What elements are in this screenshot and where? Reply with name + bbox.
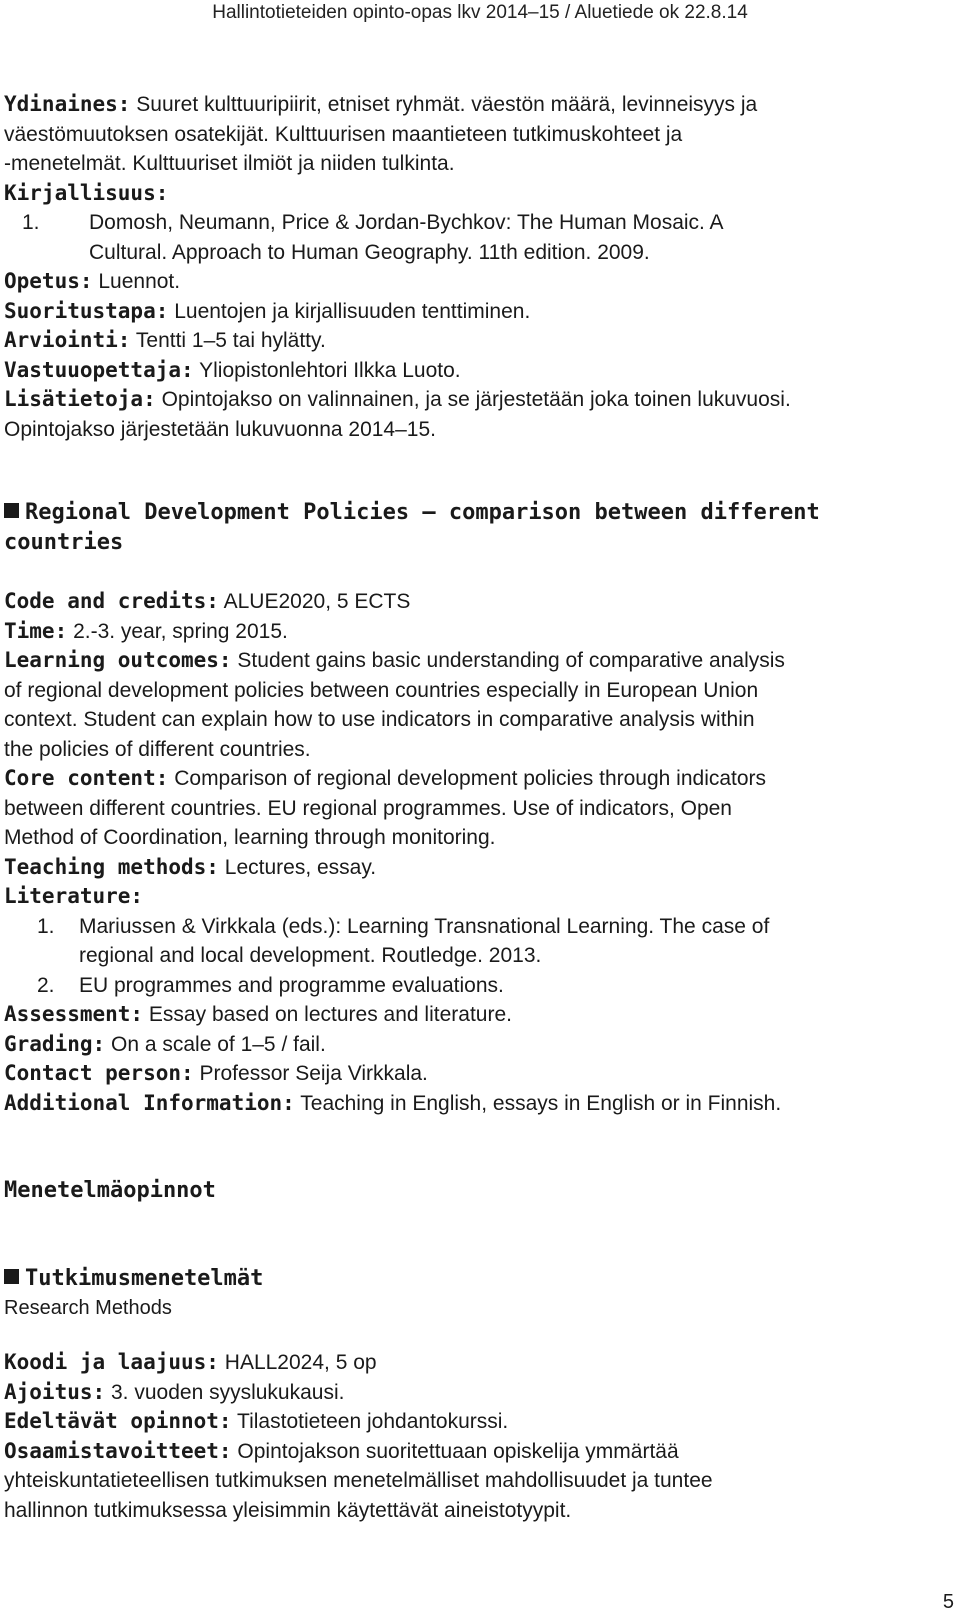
outcomes-label: Learning outcomes: <box>4 648 232 672</box>
course-subtitle: Research Methods <box>4 1297 172 1319</box>
grading-label: Grading: <box>4 1031 106 1056</box>
literature-label: Literature: <box>4 884 144 908</box>
literature-list <box>4 208 954 267</box>
core-row: Core content: Comparison of regional development policies through indicators <box>4 766 767 790</box>
core-content-line-2: väestömuutoksen osatekijät. Kulttuurisen maantieteen tutkimuskohteet ja <box>4 122 683 146</box>
list-number: 1. <box>22 211 40 234</box>
header-text: Hallintotieteiden opinto-opas lkv 2014–15 / Aluetiede ok 22.8.14 <box>212 2 748 23</box>
list-number: 1. <box>37 914 55 938</box>
info-row-2: Opintojakso järjestetään lukuvuonna 2014–15. <box>4 417 436 441</box>
additional-label: Additional Information: <box>4 1090 295 1115</box>
outcomes-line-3: context. Student can explain how to use indicators in comparative analysis within <box>4 708 755 731</box>
list-number: 2. <box>37 973 55 997</box>
literature-list <box>4 912 954 1001</box>
list-item: 1. Domosh, Neumann, Price & Jordan-Bychkov: The Human Mosaic. A Cultural. Approach to Human Geography. 11th edition. 2009. <box>4 208 954 267</box>
prereq-row: Edeltävät opinnot: Tilastotieteen johdantokurssi. <box>4 1409 509 1433</box>
course-title-line-2: countries <box>4 530 124 555</box>
time-row: Time: 2.-3. year, spring 2015. <box>4 618 288 643</box>
outcomes-label: Osaamistavoitteet: <box>4 1438 232 1463</box>
methods-row: Teaching methods: Lectures, essay. <box>4 854 377 879</box>
assessment-row: Assessment: Essay based on lectures and literature. <box>4 1002 512 1026</box>
course-section-3 <box>4 1176 954 1525</box>
list-item: 1. Mariussen & Virkkala (eds.): Learning Transnational Learning. The case of regional and local development. Routledge. 2013. <box>4 912 954 971</box>
core-line-3: Method of Coordination, learning through monitoring. <box>4 826 496 849</box>
completion-row: Suoritustapa: Luentojen ja kirjallisuuden tenttiminen. <box>4 298 531 323</box>
teaching-row: Opetus: Luennot. <box>4 269 181 293</box>
time-label: Time: <box>4 618 68 643</box>
timing-label: Ajoitus: <box>4 1379 106 1404</box>
literature-label: Kirjallisuus: <box>4 180 169 205</box>
course-section-1 <box>4 90 954 444</box>
code-row: Code and credits: ALUE2020, 5 ECTS <box>4 589 411 613</box>
group-title: Menetelmäopinnot <box>4 1178 216 1203</box>
additional-row: Additional Information: Teaching in English, essays in English or in Finnish. <box>4 1090 782 1115</box>
timing-row: Ajoitus: 3. vuoden syyslukukausi. <box>4 1379 345 1404</box>
square-bullet-icon <box>4 1269 19 1284</box>
methods-label: Teaching methods: <box>4 854 219 879</box>
square-bullet-icon <box>4 503 19 518</box>
code-row: Koodi ja laajuus: HALL2024, 5 op <box>4 1350 377 1374</box>
code-label: Code and credits: <box>4 589 219 613</box>
prereq-label: Edeltävät opinnot: <box>4 1409 232 1433</box>
contact-row: Contact person: Professor Seija Virkkala. <box>4 1061 428 1085</box>
outcomes-row: Learning outcomes: Student gains basic understanding of comparative analysis <box>4 648 785 672</box>
core-content-line-1: Ydinaines: Suuret kulttuuripiirit, etniset ryhmät. väestön määrä, levinneisyys ja <box>4 92 758 116</box>
course-section-2 <box>4 498 954 1118</box>
course-title: Tutkimusmenetelmät <box>4 1264 954 1294</box>
list-item: 2. EU programmes and programme evaluations. <box>4 971 954 1001</box>
info-label: Lisätietoja: <box>4 387 156 411</box>
grading-row: Grading: On a scale of 1–5 / fail. <box>4 1031 326 1056</box>
core-content-label: Ydinaines: <box>4 92 131 116</box>
contact-label: Contact person: <box>4 1061 194 1085</box>
code-label: Koodi ja laajuus: <box>4 1350 219 1374</box>
core-line-2: between different countries. EU regional programmes. Use of indicators, Open <box>4 796 732 820</box>
grading-label: Arviointi: <box>4 328 131 352</box>
page-number: 5 <box>942 1591 954 1613</box>
outcomes-row: Osaamistavoitteet: Opintojakson suoritettuaan opiskelija ymmärtää <box>4 1438 679 1463</box>
page-header <box>0 2 960 24</box>
outcomes-line-2: yhteiskuntatieteellisen tutkimuksen menetelmälliset mahdollisuudet ja tuntee <box>4 1469 713 1492</box>
teacher-row: Vastuuopettaja: Yliopistonlehtori Ilkka Luoto. <box>4 357 461 382</box>
outcomes-line-2: of regional development policies between countries especially in European Union <box>4 678 759 702</box>
core-label: Core content: <box>4 766 169 790</box>
teaching-label: Opetus: <box>4 269 93 293</box>
assessment-label: Assessment: <box>4 1002 144 1026</box>
document-body <box>4 90 954 1525</box>
completion-label: Suoritustapa: <box>4 298 169 323</box>
grading-row: Arviointi: Tentti 1–5 tai hylätty. <box>4 328 326 352</box>
outcomes-line-3: hallinnon tutkimuksessa yleisimmin käytettävät aineistotyypit. <box>4 1498 572 1522</box>
core-content-line-3: -menetelmät. Kulttuuriset ilmiöt ja niiden tulkinta. <box>4 152 455 175</box>
teacher-label: Vastuuopettaja: <box>4 357 194 382</box>
outcomes-line-4: the policies of different countries. <box>4 737 311 761</box>
info-row: Lisätietoja: Opintojakso on valinnainen, ja se järjestetään joka toinen lukuvuosi. <box>4 387 791 411</box>
course-title: Regional Development Policies – comparison between different <box>4 498 954 528</box>
